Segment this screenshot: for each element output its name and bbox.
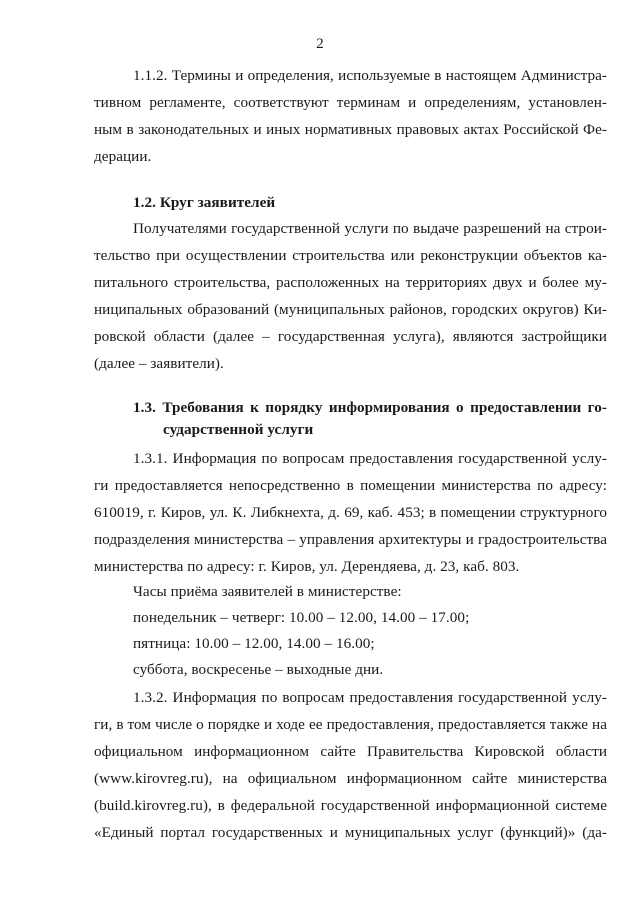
text-line: ги, в том числе о порядке и ходе ее предоставления, предоставляется также на (94, 716, 607, 733)
heading-line: сударственной услуги (163, 421, 314, 438)
hours-item: суббота, воскресенье – выходные дни. (133, 661, 384, 678)
text-line: подразделения министерства – управления архитектуры и градостроительства (94, 531, 607, 548)
text-line: ниципальных образований (муниципальных районов, городских округов) Ки- (94, 301, 607, 318)
page-number: 2 (316, 35, 324, 52)
text-line: тивном регламенте, соответствуют терминам и определениям, установлен- (94, 94, 607, 111)
text-line: (build.kirovreg.ru), в федеральной государственной информационной системе (94, 797, 607, 814)
text-line: тельство при осуществлении строительства или реконструкции объектов ка- (94, 247, 607, 264)
text-line: (далее – заявители). (94, 355, 224, 372)
text-line: 1.3.2. Информация по вопросам предоставления государственной услу- (133, 689, 607, 706)
text-line: питального строительства, расположенных на территориях двух и более му- (94, 274, 607, 291)
text-line: Получателями государственной услуги по выдаче разрешений на строи- (133, 220, 607, 237)
text-line: 610019, г. Киров, ул. К. Либкнехта, д. 69, каб. 453; в помещении структурного (94, 504, 607, 521)
text-line: официальном информационном сайте Правительства Кировской области (94, 743, 607, 760)
section-heading-1-2: 1.2. Круг заявителей (133, 194, 276, 211)
text-line: министерства по адресу: г. Киров, ул. Дерендяева, д. 23, каб. 803. (94, 558, 520, 575)
hours-item: пятница: 10.00 – 12.00, 14.00 – 16.00; (133, 635, 375, 652)
text-line: 1.1.2. Термины и определения, используемые в настоящем Администра- (133, 67, 607, 84)
text-line: «Единый портал государственных и муниципальных услуг (функций)» (да- (94, 824, 607, 841)
text-line: дерации. (94, 148, 152, 165)
text-line: ным в законодательных и иных нормативных правовых актах Российской Фе- (94, 121, 607, 138)
text-line: 1.3.1. Информация по вопросам предоставления государственной услу- (133, 450, 607, 467)
hours-title: Часы приёма заявителей в министерстве: (133, 583, 402, 600)
text-line: (www.kirovreg.ru), на официальном информационном сайте министерства (94, 770, 607, 787)
heading-line: 1.3. Требования к порядку информирования о предоставлении го- (133, 399, 607, 416)
text-line: ровской области (далее – государственная услуга), являются застройщики (94, 328, 607, 345)
hours-item: понедельник – четверг: 10.00 – 12.00, 14.00 – 17.00; (133, 609, 470, 626)
text-line: ги предоставляется непосредственно в помещении министерства по адресу: (94, 477, 607, 494)
